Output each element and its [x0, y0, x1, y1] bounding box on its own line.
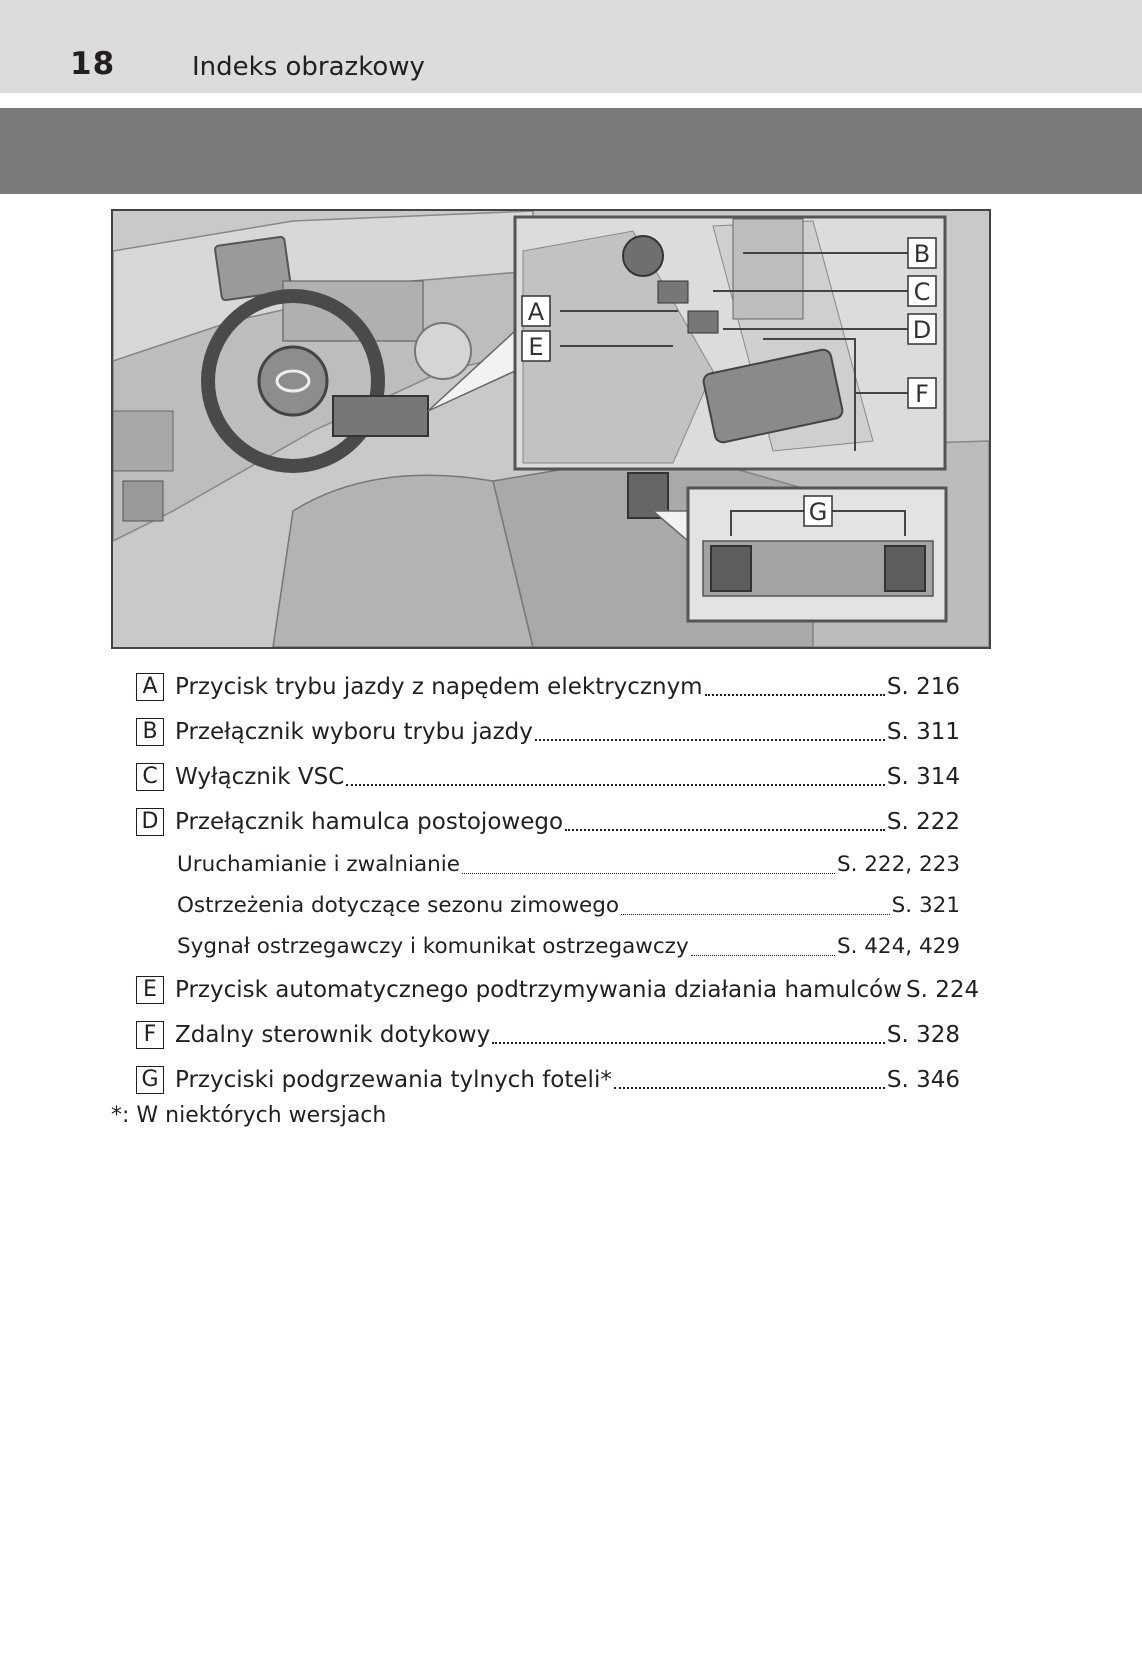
page-reference: S. 321	[891, 893, 960, 918]
page-reference: S. 224	[906, 976, 980, 1003]
sub-list-item	[136, 844, 960, 885]
item-label: Przyciski podgrzewania tylnych foteli*	[175, 1066, 612, 1093]
sub-list-item	[136, 926, 960, 967]
page-reference: S. 311	[886, 718, 960, 745]
picture-index-list	[136, 664, 980, 1102]
page-reference: S. 216	[886, 673, 960, 700]
item-label: Przycisk trybu jazdy z napędem elektrycznym	[175, 673, 703, 700]
callout-e: E	[528, 333, 544, 361]
page-reference: S. 424, 429	[836, 934, 960, 959]
leader-dots	[691, 934, 835, 957]
leader-dots	[346, 761, 885, 786]
item-label: Zdalny sterownik dotykowy	[175, 1021, 491, 1048]
callout-letter: E	[136, 976, 164, 1004]
list-item	[136, 709, 960, 754]
item-label: Wyłącznik VSC	[175, 763, 345, 790]
footnote: *: W niektórych wersjach	[111, 1103, 387, 1128]
page-number: 18	[70, 46, 116, 82]
section-title: Indeks obrazkowy	[192, 52, 425, 82]
list-item	[136, 664, 960, 709]
leader-dots	[614, 1064, 885, 1089]
page-reference: S. 346	[886, 1066, 960, 1093]
list-item	[136, 967, 980, 1012]
callout-letter: C	[136, 763, 164, 791]
leader-dots	[462, 852, 835, 875]
list-item	[136, 799, 960, 844]
callout-g: G	[808, 498, 828, 526]
cockpit-illustration	[111, 209, 991, 649]
header-band	[0, 0, 1142, 93]
callout-letter: B	[136, 718, 164, 746]
leader-dots	[621, 893, 890, 916]
leader-dots	[705, 671, 885, 696]
item-label: Uruchamianie i zwalnianie	[177, 852, 461, 877]
page-reference: S. 314	[886, 763, 960, 790]
leader-dots	[492, 1019, 885, 1044]
section-bar	[0, 108, 1142, 194]
callout-a: A	[527, 298, 545, 326]
item-label: Przełącznik hamulca postojowego	[175, 808, 564, 835]
callout-letter: A	[136, 673, 164, 701]
sub-list-item	[136, 885, 960, 926]
item-label: Sygnał ostrzegawczy i komunikat ostrzegawczy	[177, 934, 689, 959]
callout-f: F	[915, 380, 929, 408]
callout-b: B	[913, 240, 931, 268]
list-item	[136, 1057, 960, 1102]
leader-dots	[565, 806, 885, 831]
page-reference: S. 222, 223	[836, 852, 960, 877]
list-item	[136, 754, 960, 799]
callout-letter: F	[136, 1021, 164, 1049]
callout-d: D	[912, 316, 932, 344]
item-label: Ostrzeżenia dotyczące sezonu zimowego	[177, 893, 620, 918]
item-label: Przełącznik wyboru trybu jazdy	[175, 718, 533, 745]
list-item	[136, 1012, 960, 1057]
item-label: Przycisk automatycznego podtrzymywania działania hamulców	[175, 976, 903, 1003]
callout-letter: G	[136, 1066, 164, 1094]
leader-dots	[535, 716, 885, 741]
page-reference: S. 222	[886, 808, 960, 835]
callout-letter: D	[136, 808, 164, 836]
page-reference: S. 328	[886, 1021, 960, 1048]
callout-c: C	[913, 278, 931, 306]
